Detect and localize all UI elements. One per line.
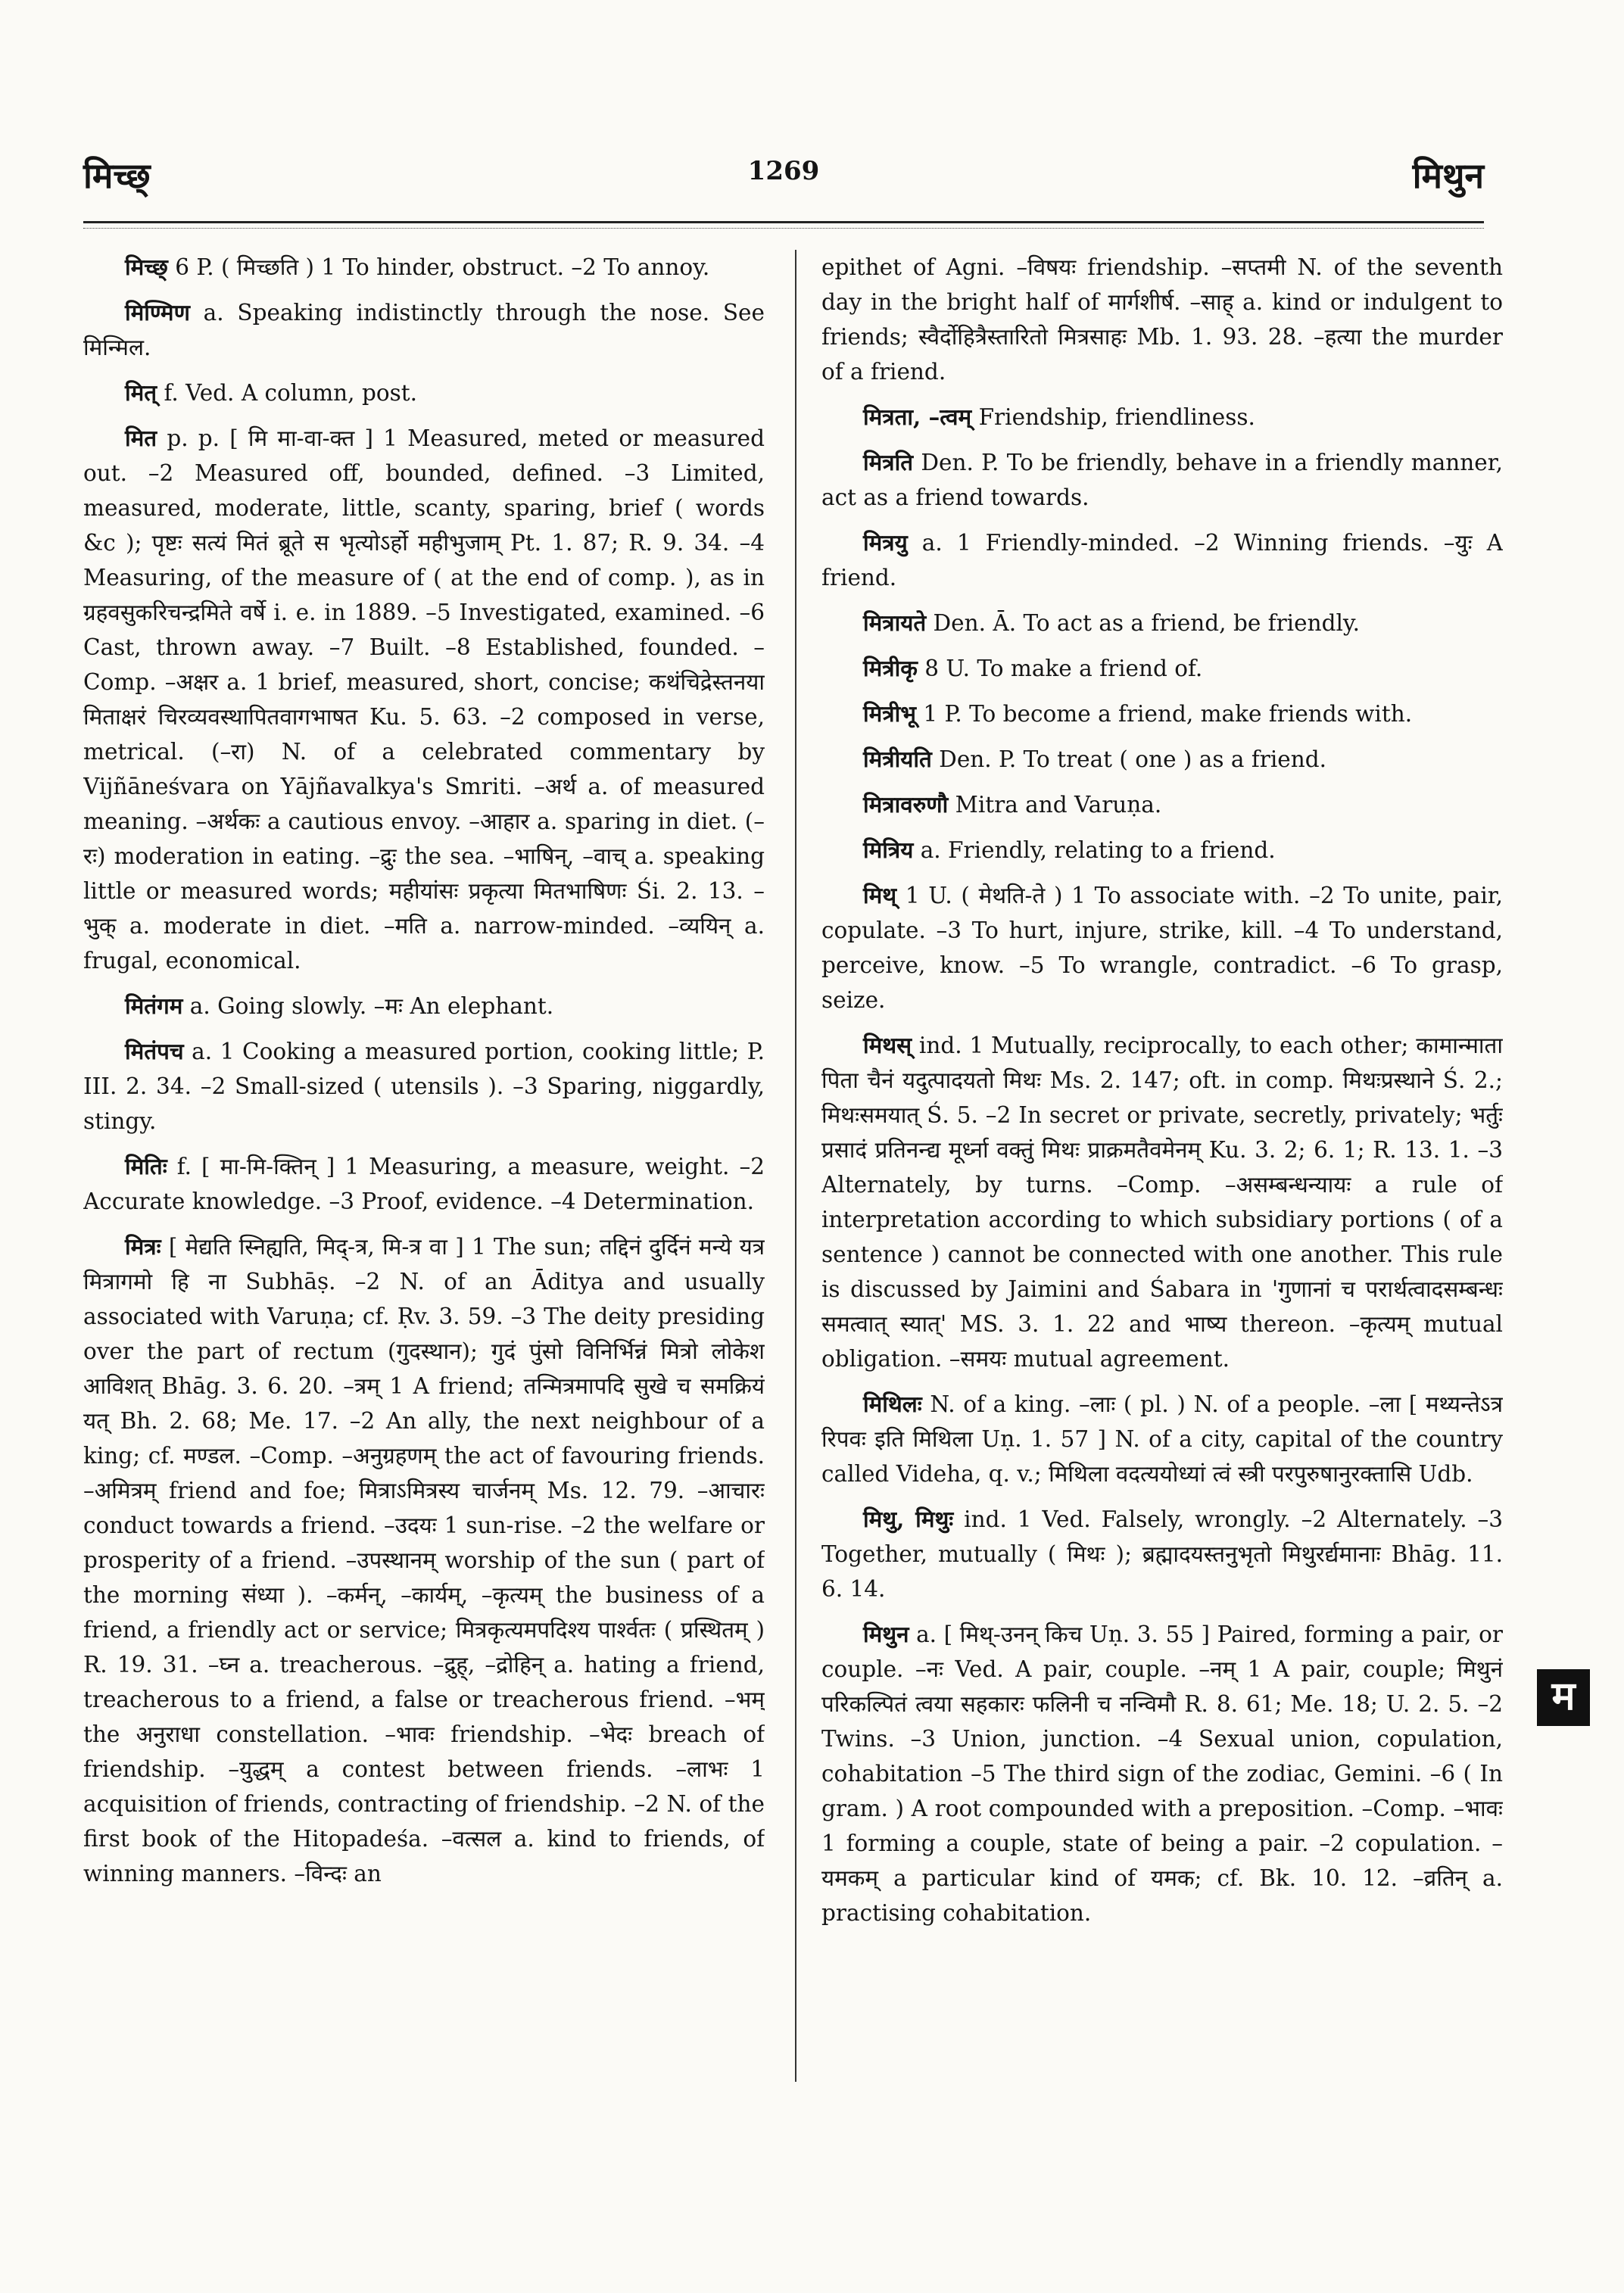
dictionary-entry — [83, 1229, 765, 1891]
entry-text: Mitra and Varuṇa. — [955, 792, 1162, 818]
entry-headword: मिथु, मिथुः — [863, 1506, 954, 1532]
left-running-headword: मिच्छ् — [83, 155, 151, 196]
entry-headword: मिथ् — [863, 882, 897, 908]
entry-headword: मित्रता, –त्वम् — [863, 403, 972, 430]
entry-headword: मिथिलः — [863, 1391, 922, 1417]
page-header — [83, 151, 1484, 204]
entry-headword: मित्रीकृ — [863, 655, 918, 681]
dictionary-entry — [821, 696, 1503, 731]
entry-text: Den. P. To be friendly, behave in a friendly manner, act as a friend towards. — [821, 450, 1503, 510]
dictionary-entry — [821, 606, 1503, 640]
dictionary-entry — [83, 989, 765, 1023]
entry-text: a. Friendly, relating to a friend. — [920, 837, 1276, 863]
header-rule — [83, 221, 1484, 229]
entry-text: 6 P. ( मिच्छति ) 1 To hinder, obstruct. –2 To annoy. — [175, 254, 710, 280]
entry-headword: मित्रायते — [863, 609, 927, 636]
dictionary-entry — [821, 1617, 1503, 1930]
column-divider — [795, 250, 796, 2082]
dictionary-entry — [821, 651, 1503, 686]
page-number: 1269 — [747, 156, 820, 186]
entry-text: a. Speaking indistinctly through the nose. See मिन्मिल. — [83, 300, 765, 360]
entry-headword: मितिः — [125, 1153, 167, 1179]
entry-text: epithet of Agni. –विषयः friendship. –सप्तमी N. of the seventh day in the bright half of मार्गशीर्ष. –साह् a. kind or indulgent to friends; स्वैर्दोहित्रैस्तारितो मित्रसाहः Mb. 1. 93. 28. –हत्या the murder of a friend. — [821, 254, 1503, 385]
entry-text: 8 U. To make a friend of. — [924, 656, 1203, 681]
entry-text: Den. P. To treat ( one ) as a friend. — [939, 746, 1327, 772]
entry-text: ind. 1 Mutually, reciprocally, to each other; कामान्माता पिता चैनं यदुत्पादयतो मिथः Ms. 2. 147; oft. in comp. मिथःप्रस्थाने Ś. 2.; मिथःसमयात् Ś. 5. –2 In secret or private, secretly, privately; भर्तुः प्रसादं प्रतिनन्द्य मूर्ध्ना वक्तुं मिथः प्राक्रमतैवमेनम् Ku. 3. 2; 6. 1; R. 13. 1. –3 Alternately, by turns. –Comp. –असम्बन्धन्यायः a rule of interpretation according to which subsidiary portions ( of a sentence ) cannot be connected with one another. This rule is discussed by Jaimini and Śabara in 'गुणानां च परार्थत्वादसम्बन्धः समत्वात् स्यात्' MS. 3. 1. 22 and भाष्य thereon. –कृत्यम् mutual obligation. –समयः mutual agreement. — [821, 1033, 1503, 1372]
dictionary-entry — [83, 250, 765, 285]
entry-text: N. of a king. –लाः ( pl. ) N. of a people. –ला [ मथ्यन्तेऽत्र रिपवः इति मिथिला Uṇ. 1. 57 ] N. of a city, capital of the country called Videha, q. v.; मिथिला वदत्ययोध्यां त्वं स्त्री परपुरुषानुरक्तासि Udb. — [821, 1391, 1503, 1487]
dictionary-entry — [83, 295, 765, 365]
entry-headword: मितंपच — [125, 1038, 184, 1064]
dictionary-entry — [83, 421, 765, 978]
entry-headword: मिण्मिण — [125, 299, 190, 326]
dictionary-entry — [821, 1028, 1503, 1376]
entry-text: Friendship, friendliness. — [978, 404, 1255, 430]
dictionary-entry — [83, 1034, 765, 1139]
entry-text: a. Going slowly. –मः An elephant. — [189, 993, 554, 1019]
dictionary-entry — [821, 878, 1503, 1017]
entry-text: a. 1 Cooking a measured portion, cooking little; P. III. 2. 34. –2 Small-sized ( utensils ). –3 Sparing, niggardly, stingy. — [83, 1039, 765, 1134]
dictionary-entry — [821, 742, 1503, 777]
dictionary-entry — [821, 787, 1503, 822]
dictionary-entry — [83, 1149, 765, 1219]
entry-text: 1 P. To become a friend, make friends with. — [923, 701, 1413, 727]
entry-headword: मिच्छ् — [125, 254, 168, 280]
dictionary-entry-continued — [821, 250, 1503, 389]
entry-text: f. [ मा-मि-क्तिन् ] 1 Measuring, a measure, weight. –2 Accurate knowledge. –3 Proof, evidence. –4 Determination. — [83, 1154, 765, 1214]
entry-text: f. Ved. A column, post. — [164, 380, 417, 406]
entry-text: Den. Ā. To act as a friend, be friendly. — [933, 610, 1361, 636]
dictionary-entry — [821, 525, 1503, 595]
entry-headword: मिथुन — [863, 1621, 909, 1647]
right-running-headword: मिथुन — [1412, 155, 1484, 196]
entry-headword: मित — [125, 425, 157, 451]
entry-headword: मित्रति — [863, 449, 914, 475]
entry-headword: मित्रिय — [863, 837, 914, 863]
dictionary-entry — [821, 833, 1503, 868]
entry-headword: मित्रः — [125, 1233, 161, 1260]
dictionary-entry — [821, 445, 1503, 515]
entry-text: ind. 1 Ved. Falsely, wrongly. –2 Alternately. –3 Together, mutually ( मिथः ); ब्रह्मादयस्तनुभृतो मिथुरर्द्यमानाः Bhāg. 11. 6. 14. — [821, 1506, 1503, 1602]
entry-headword: मितंगम — [125, 992, 183, 1019]
entry-text: a. [ मिथ्-उनन् किच Uṇ. 3. 55 ] Paired, forming a pair, or couple. –नः Ved. A pair, couple. –नम् 1 A pair, couple; मिथुनं परिकल्पितं त्वया सहकारः फलिनी च नन्विमौ R. 8. 61; Me. 18; U. 2. 5. –2 Twins. –3 Union, junction. –4 Sexual union, copulation, cohabitation –5 The third sign of the zodiac, Gemini. –6 ( In gram. ) A root compounded with a preposition. –Comp. –भावः 1 forming a couple, state of being a pair. –2 copulation. –यमकम् a particular kind of यमक; cf. Bk. 10. 12. –व्रतिन् a. practising cohabitation. — [821, 1622, 1503, 1926]
entry-headword: मित्रीयति — [863, 746, 932, 772]
dictionary-entry — [821, 400, 1503, 435]
dictionary-entry — [821, 1387, 1503, 1491]
entry-text: [ मेद्यति स्निह्यति, मिद्-त्र, मि-त्र वा ] 1 The sun; तद्दिनं दुर्दिनं मन्ये यत्र मित्रागमो हि ना Subhāṣ. –2 N. of an Āditya and usually associated with Varuṇa; cf. Ṛv. 3. 59. –3 The deity presiding over the part of rectum (गुदस्थान); गुदं पुंसो विनिर्भिन्नं मित्रो लोकेश आविशत् Bhāg. 3. 6. 20. –त्रम् 1 A friend; तन्मित्रमापदि सुखे च समक्रियं यत् Bh. 2. 68; Me. 17. –2 An ally, the next neighbour of a king; cf. मण्डल. –Comp. –अनुग्रहणम् the act of favouring friends. –अमित्रम् friend and foe; मित्राऽमित्रस्य चार्जनम् Ms. 12. 79. –आचारः conduct towards a friend. –उदयः 1 sun-rise. –2 the welfare or prosperity of a friend. –उपस्थानम् worship of the sun ( part of the morning संध्या ). –कर्मन्, –कार्यम्, –कृत्यम् the business of a friend, a friendly act or service; मित्रकृत्यमपदिश्य पार्श्वतः ( प्रस्थितम् ) R. 19. 31. –घ्न a. treacherous. –द्रुह्, –द्रोहिन् a. hating a friend, treacherous to a friend, a false or treacherous friend. –भम् the अनुराधा constellation. –भावः friendship. –भेदः breach of friendship. –युद्धम् a contest between friends. –लाभः 1 acquisition of friends, contracting of friendship. –2 N. of the first book of the Hitopadeśa. –वत्सल a. kind to friends, of winning manners. –विन्दः an — [83, 1234, 765, 1886]
left-column — [83, 250, 765, 2082]
entry-text: 1 U. ( मेथति-ते ) 1 To associate with. –2 To unite, pair, copulate. –3 To hurt, injure, strike, kill. –4 To understand, perceive, know. –5 To wrangle, contradict. –6 To grasp, seize. — [821, 883, 1503, 1013]
dictionary-entry — [821, 1502, 1503, 1606]
entry-headword: मिथस् — [863, 1032, 912, 1058]
right-column — [821, 250, 1503, 2082]
entry-headword: मित्रयु — [863, 529, 908, 556]
thumb-index-tab: म — [1537, 1669, 1590, 1726]
entry-headword: मित् — [125, 379, 157, 406]
entry-headword: मित्रीभू — [863, 700, 916, 727]
entry-headword: मित्रावरुणौ — [863, 791, 949, 818]
entry-text: a. 1 Friendly-minded. –2 Winning friends. –युः A friend. — [821, 530, 1503, 590]
dictionary-entry — [83, 375, 765, 410]
entry-text: p. p. [ मि मा-वा-क्त ] 1 Measured, meted or measured out. –2 Measured off, bounded, defined. –3 Limited, measured, moderate, little, scanty, sparing, brief ( words &c ); पृष्टः सत्यं मितं ब्रूते स भृत्योऽर्हो महीभुजाम् Pt. 1. 87; R. 9. 34. –4 Measuring, of the measure of ( at the end of comp. ), as in ग्रहवसुकरिचन्द्रमिते वर्षे i. e. in 1889. –5 Investigated, examined. –6 Cast, thrown away. –7 Built. –8 Established, founded. –Comp. –अक्षर a. 1 brief, measured, short, concise; कथंचिद्रेस्तनया मिताक्षरं चिरव्यवस्थापितवागभाषत Ku. 5. 63. –2 composed in verse, metrical. (–रा) N. of a celebrated commentary by Vijñāneśvara on Yājñavalkya's Smriti. –अर्थ a. of measured meaning. –अर्थकः a cautious envoy. –आहार a. sparing in diet. (–रः) moderation in eating. –द्रुः the sea. –भाषिन्, –वाच् a. speaking little or measured words; महीयांसः प्रकृत्या मितभाषिणः Śi. 2. 13. –भुक् a. moderate in diet. –मति a. narrow-minded. –व्ययिन् a. frugal, economical. — [83, 425, 765, 974]
